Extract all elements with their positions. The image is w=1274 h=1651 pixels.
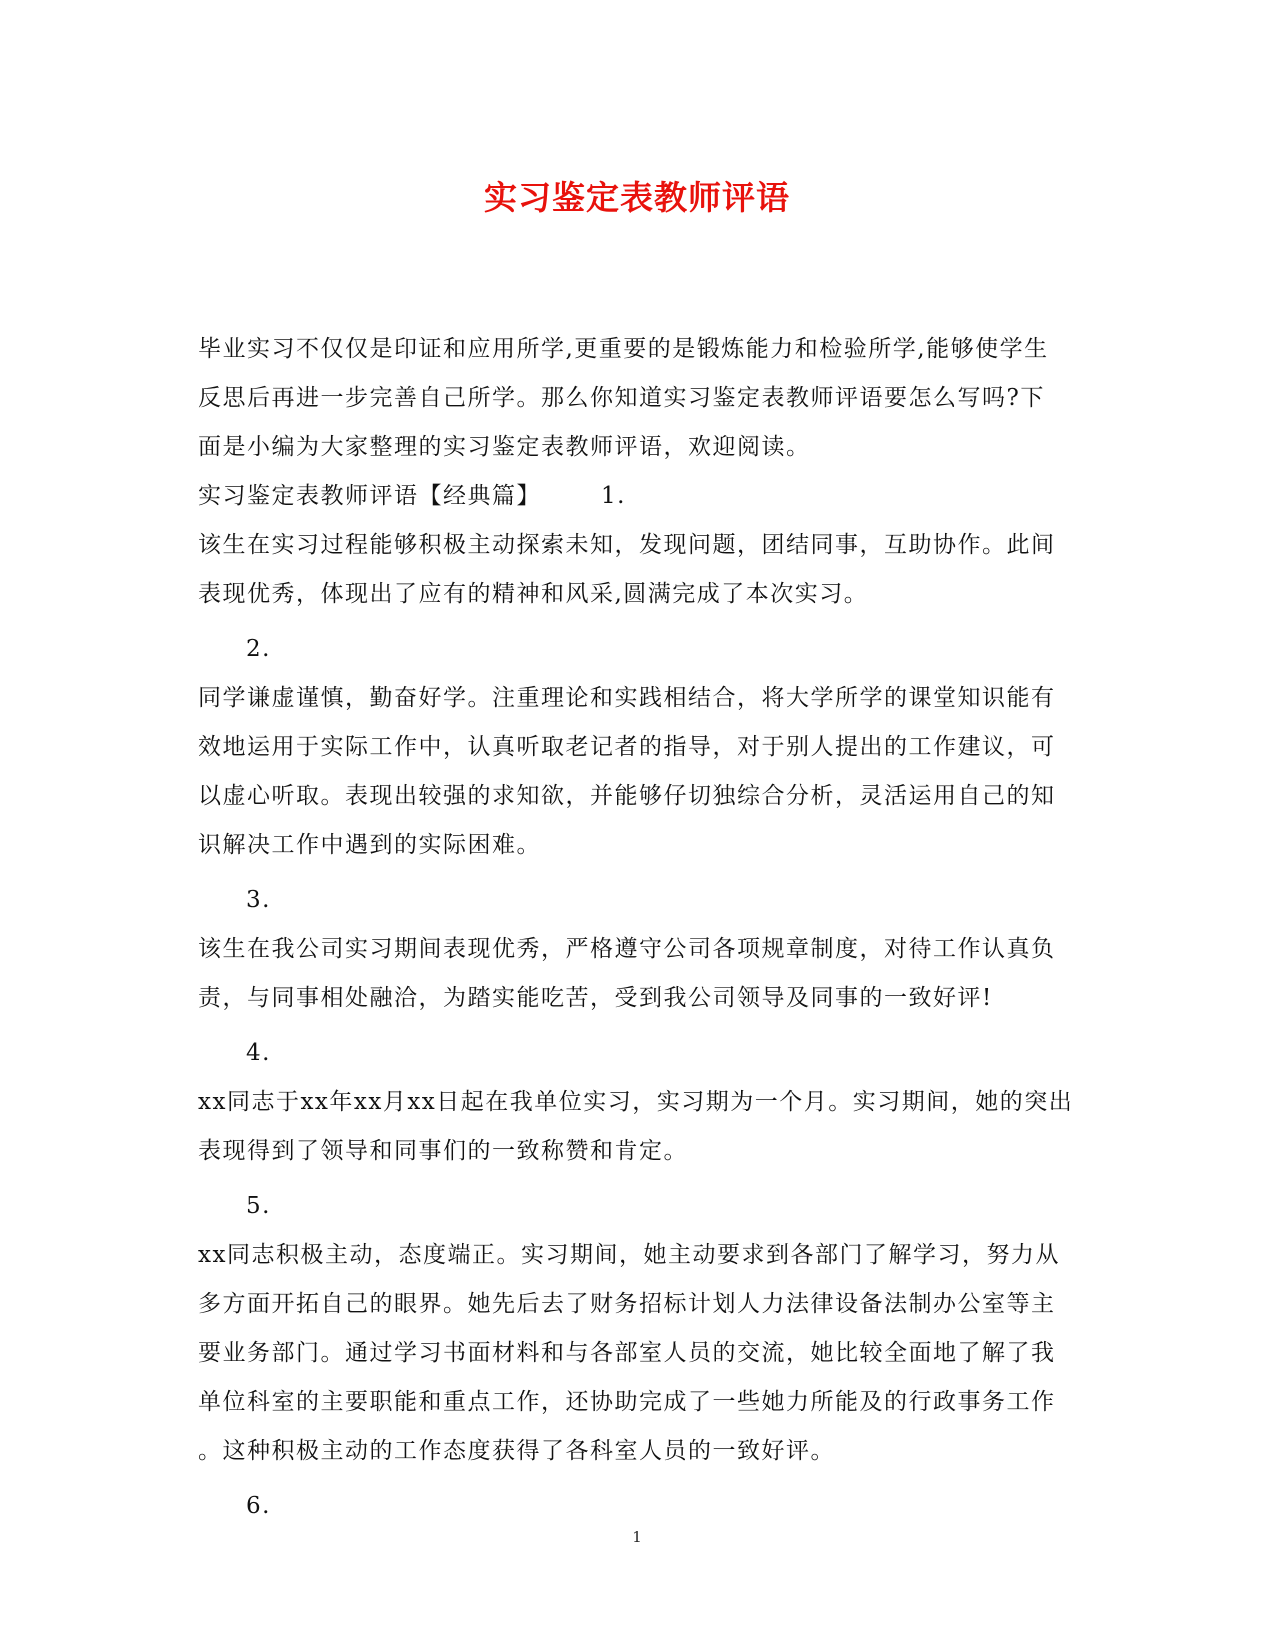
- text-line: 责，与同事相处融洽，为踏实能吃苦，受到我公司领导及同事的一致好评!: [198, 985, 993, 1011]
- document-title: 实习鉴定表教师评语: [484, 178, 790, 217]
- item-number: 3.: [246, 887, 271, 913]
- text-line: 反思后再进一步完善自己所学。那么你知道实习鉴定表教师评语要怎么写吗?下: [198, 385, 1045, 411]
- text-line: 效地运用于实际工作中，认真听取老记者的指导，对于别人提出的工作建议，可: [198, 734, 1056, 760]
- item-number: 2.: [246, 636, 271, 662]
- text-line: 要业务部门。通过学习书面材料和与各部室人员的交流，她比较全面地了解了我: [198, 1340, 1056, 1366]
- text-line: 表现得到了领导和同事们的一致称赞和肯定。: [198, 1138, 688, 1164]
- section-heading: 实习鉴定表教师评语【经典篇】: [198, 483, 541, 509]
- text-line: xx同志于xx年xx月xx日起在我单位实习，实习期为一个月。实习期间，她的突出: [198, 1089, 1074, 1115]
- item-number: 4.: [246, 1040, 271, 1066]
- page-number: 1: [632, 1528, 642, 1546]
- section-heading-line: [198, 472, 1078, 521]
- text-line: 以虚心听取。表现出较强的求知欲，并能够仔切独综合分析，灵活运用自己的知: [198, 783, 1056, 809]
- item-paragraph: [198, 1078, 1078, 1176]
- text-line: xx同志积极主动，态度端正。实习期间，她主动要求到各部门了解学习，努力从: [198, 1242, 1060, 1268]
- text-line: 表现优秀，体现出了应有的精神和风采,圆满完成了本次实习。: [198, 581, 869, 607]
- text-line: 多方面开拓自己的眼界。她先后去了财务招标计划人力法律设备法制办公室等主: [198, 1291, 1056, 1317]
- item-number: 5.: [246, 1193, 271, 1219]
- item-paragraph: [198, 925, 1078, 1023]
- document-body: [198, 325, 1078, 1531]
- item-paragraph: [198, 674, 1078, 870]
- text-line: 面是小编为大家整理的实习鉴定表教师评语，欢迎阅读。: [198, 434, 811, 460]
- text-line: 毕业实习不仅仅是印证和应用所学,更重要的是锻炼能力和检验所学,能够使学生: [198, 336, 1049, 362]
- intro-paragraph: [198, 325, 1078, 472]
- text-line: 同学谦虚谨慎，勤奋好学。注重理论和实践相结合，将大学所学的课堂知识能有: [198, 685, 1056, 711]
- text-line: 该生在我公司实习期间表现优秀，严格遵守公司各项规章制度，对待工作认真负: [198, 936, 1056, 962]
- item-paragraph: [198, 1231, 1078, 1476]
- item-paragraph: [198, 521, 1078, 619]
- text-line: 识解决工作中遇到的实际困难。: [198, 832, 541, 858]
- text-line: 。这种积极主动的工作态度获得了各科室人员的一致好评。: [198, 1438, 835, 1464]
- item-number: 6.: [246, 1493, 271, 1519]
- item-number: 1.: [601, 483, 626, 509]
- text-line: 该生在实习过程能够积极主动探索未知，发现问题，团结同事，互助协作。此间: [198, 532, 1056, 558]
- text-line: 单位科室的主要职能和重点工作，还协助完成了一些她力所能及的行政事务工作: [198, 1389, 1056, 1415]
